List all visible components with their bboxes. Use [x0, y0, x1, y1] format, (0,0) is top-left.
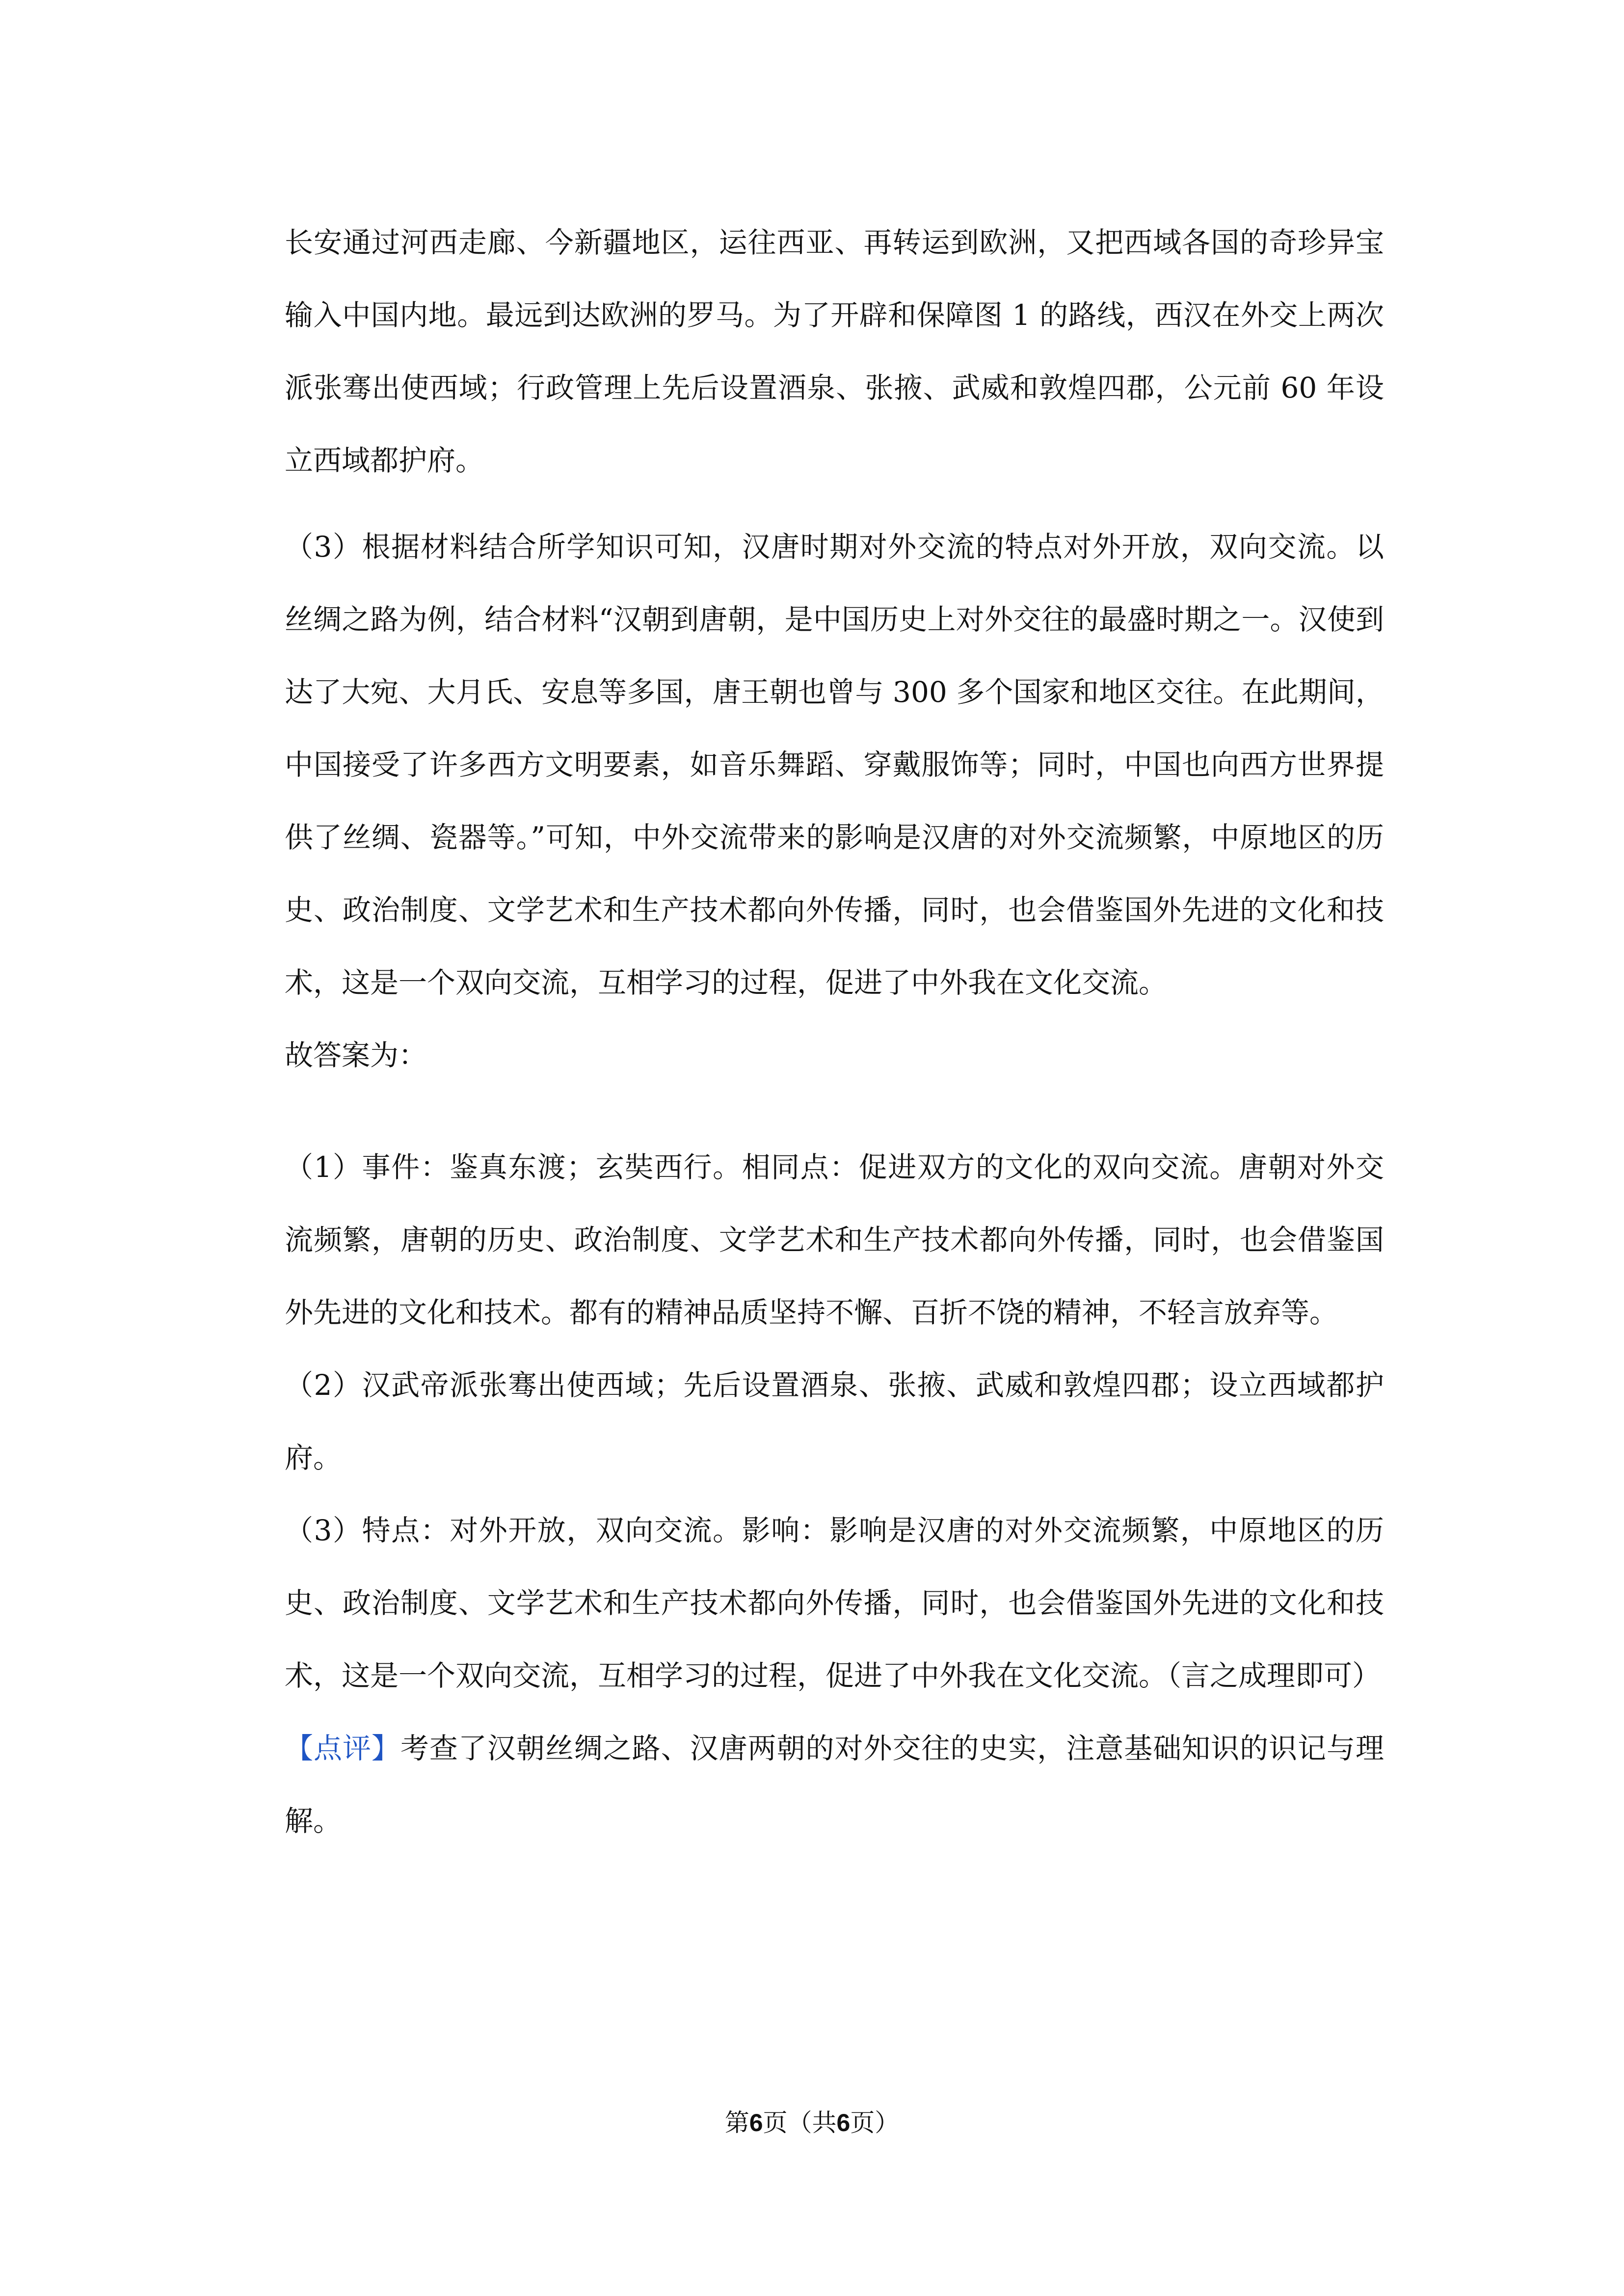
- page-footer: [0, 2106, 1624, 2140]
- comment-tag: 【点评】: [285, 1732, 400, 1765]
- footer-prefix: 第: [724, 2109, 749, 2137]
- answer-3: （3）特点：对外开放，双向交流。影响：影响是汉唐的对外交流频繁，中原地区的历史、政治制度、文学艺术和生产技术都向外传播，同时，也会借鉴国外先进的文化和技术，这是一个双向交流，互相学习的过程，促进了中外我在文化交流。（言之成理即可）: [285, 1514, 1384, 1692]
- page-content: [285, 206, 1384, 1857]
- paragraph-analysis-3: （3）根据材料结合所学知识可知，汉唐时期对外交流的特点对外开放，双向交流。以丝绸之路为例，结合材料“汉朝到唐朝，是中国历史上对外交往的最盛时期之一。汉使到达了大宛、大月氏、安息等多国，唐王朝也曾与 300 多个国家和地区交往。在此期间，中国接受了许多西方文明要素，如音乐舞蹈、穿戴服饰等；同时，中国也向西方世界提供了丝绸、瓷器等。”可知，中外交流带来的影响是汉唐的对外交流频繁，中原地区的历史、政治制度、文学艺术和生产技术都向外传播，同时，也会借鉴国外先进的文化和技术，这是一个双向交流，互相学习的过程，促进了中外我在文化交流。: [285, 530, 1384, 999]
- footer-page-number: 6: [749, 2109, 763, 2136]
- footer-suffix: 页）: [850, 2109, 900, 2137]
- footer-total-pages: 6: [836, 2109, 851, 2136]
- comment-text: 考查了汉朝丝绸之路、汉唐两朝的对外交往的史实，注意基础知识的识记与理解。: [285, 1732, 1384, 1838]
- answer-heading: 故答案为：: [285, 1039, 427, 1072]
- answer-1: （1）事件：鉴真东渡；玄奘西行。相同点：促进双方的文化的双向交流。唐朝对外交流频繁，唐朝的历史、政治制度、文学艺术和生产技术都向外传播，同时，也会借鉴国外先进的文化和技术。都有的精神品质坚持不懈、百折不饶的精神，不轻言放弃等。: [285, 1150, 1384, 1329]
- answer-2: （2）汉武帝派张骞出使西域；先后设置酒泉、张掖、武威和敦煌四郡；设立西域都护府。: [285, 1368, 1384, 1474]
- footer-middle: 页（共: [763, 2109, 837, 2137]
- comment-paragraph: [285, 1712, 1384, 1857]
- paragraph-silk-road-route: 长安通过河西走廊、今新疆地区，运往西亚、再转运到欧洲，又把西域各国的奇珍异宝输入中国内地。最远到达欧洲的罗马。为了开辟和保障图 1 的路线，西汉在外交上两次派张骞出使西域；行政管理上先后设置酒泉、张掖、武威和敦煌四郡，公元前 60 年设立西域都护府。: [285, 226, 1384, 477]
